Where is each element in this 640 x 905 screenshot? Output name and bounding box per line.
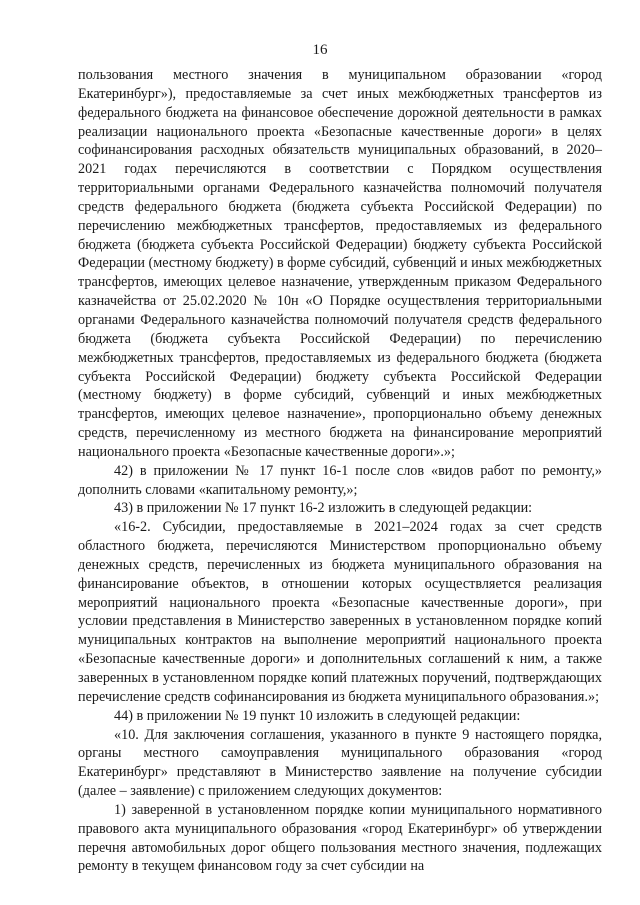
paragraph-continuation: пользования местного значения в муниципальном образовании «город Екатеринбург»), предоставляемые за счет иных межбюджетных трансфертов из федерального бюджета на финансовое обеспечение дорожной деятельности в рамках реализации национального проекта «Безопасные качественные дороги» в целях софинансирования расходных обязательств муниципальных образований, в 2020–2021 годах перечисляются в соответствии с Порядком осуществления территориальными органами Федерального казначейства полномочий получателя средств федерального бюджета (бюджета субъекта Российской Федерации) по перечислению межбюджетных трансфертов, предоставляемых из федерального бюджета (бюджета субъекта Российской Федерации) бюджету субъекта Российской Федерации (местному бюджету) в форме субсидий, субвенций и иных межбюджетных трансфертов, имеющих целевое назначение, утвержденным приказом Федерального казначейства от 25.02.2020 № 10н «О Порядке осуществления территориальными органами Федерального казначейства полномочий получателя средств федерального бюджета (бюджета субъекта Российской Федерации) по перечислению межбюджетных трансфертов, предоставляемых из федерального бюджета (бюджета субъекта Российской Федерации) бюджету субъекта Российской Федерации (местному бюджету) в форме субсидий, субвенций и иных межбюджетных трансфертов, имеющих целевое назначение», пропорционально объему денежных средств, перечисленному из местного бюджета на финансирование мероприятий национального проекта «Безопасные качественные дороги».»; xyxy=(78,67,602,460)
page-number: 16 xyxy=(312,42,328,58)
paragraph-item-42: 42) в приложении № 17 пункт 16-1 после слов «видов работ по ремонту,» дополнить словами «капитальному ремонту,»; xyxy=(78,462,602,498)
paragraph-item-44: 44) в приложении № 19 пункт 10 изложить в следующей редакции: xyxy=(114,707,521,724)
paragraph-clause-16-2: «16-2. Субсидии, предоставляемые в 2021–2024 годах за счет средств областного бюджета, перечисляются Министерством пропорционально объему денежных средств, перечисленных из бюджета муниципального образования на финансирование объектов, в отношении которых осуществляется реализация мероприятий национального проекта «Безопасные качественные дороги», при условии представления в Министерство заверенных в установленном порядке копий муниципальных контрактов на выполнение мероприятий национального проекта «Безопасные качественные дороги» и дополнительных соглашений к ним, а также заверенных в установленном порядке копий платежных поручений, подтверждающих перечисление средств софинансирования из бюджета муниципального образования.»; xyxy=(78,519,602,705)
paragraph-item-43: 43) в приложении № 17 пункт 16-2 изложить в следующей редакции: xyxy=(114,500,533,517)
document-body xyxy=(78,66,602,876)
paragraph-subitem-1: 1) заверенной в установленном порядке копии муниципального нормативного правового акта муниципального образования «город Екатеринбург» об утверждении перечня автомобильных дорог общего пользования местного значения, подлежащих ремонту в текущем финансовом году за счет субсидии на xyxy=(78,801,602,875)
paragraph-clause-10: «10. Для заключения соглашения, указанного в пункте 9 настоящего порядка, органы местного самоуправления муниципального образования «город Екатеринбург» представляют в Министерство заявление на получение субсидии (далее – заявление) с приложением следующих документов: xyxy=(78,726,602,800)
